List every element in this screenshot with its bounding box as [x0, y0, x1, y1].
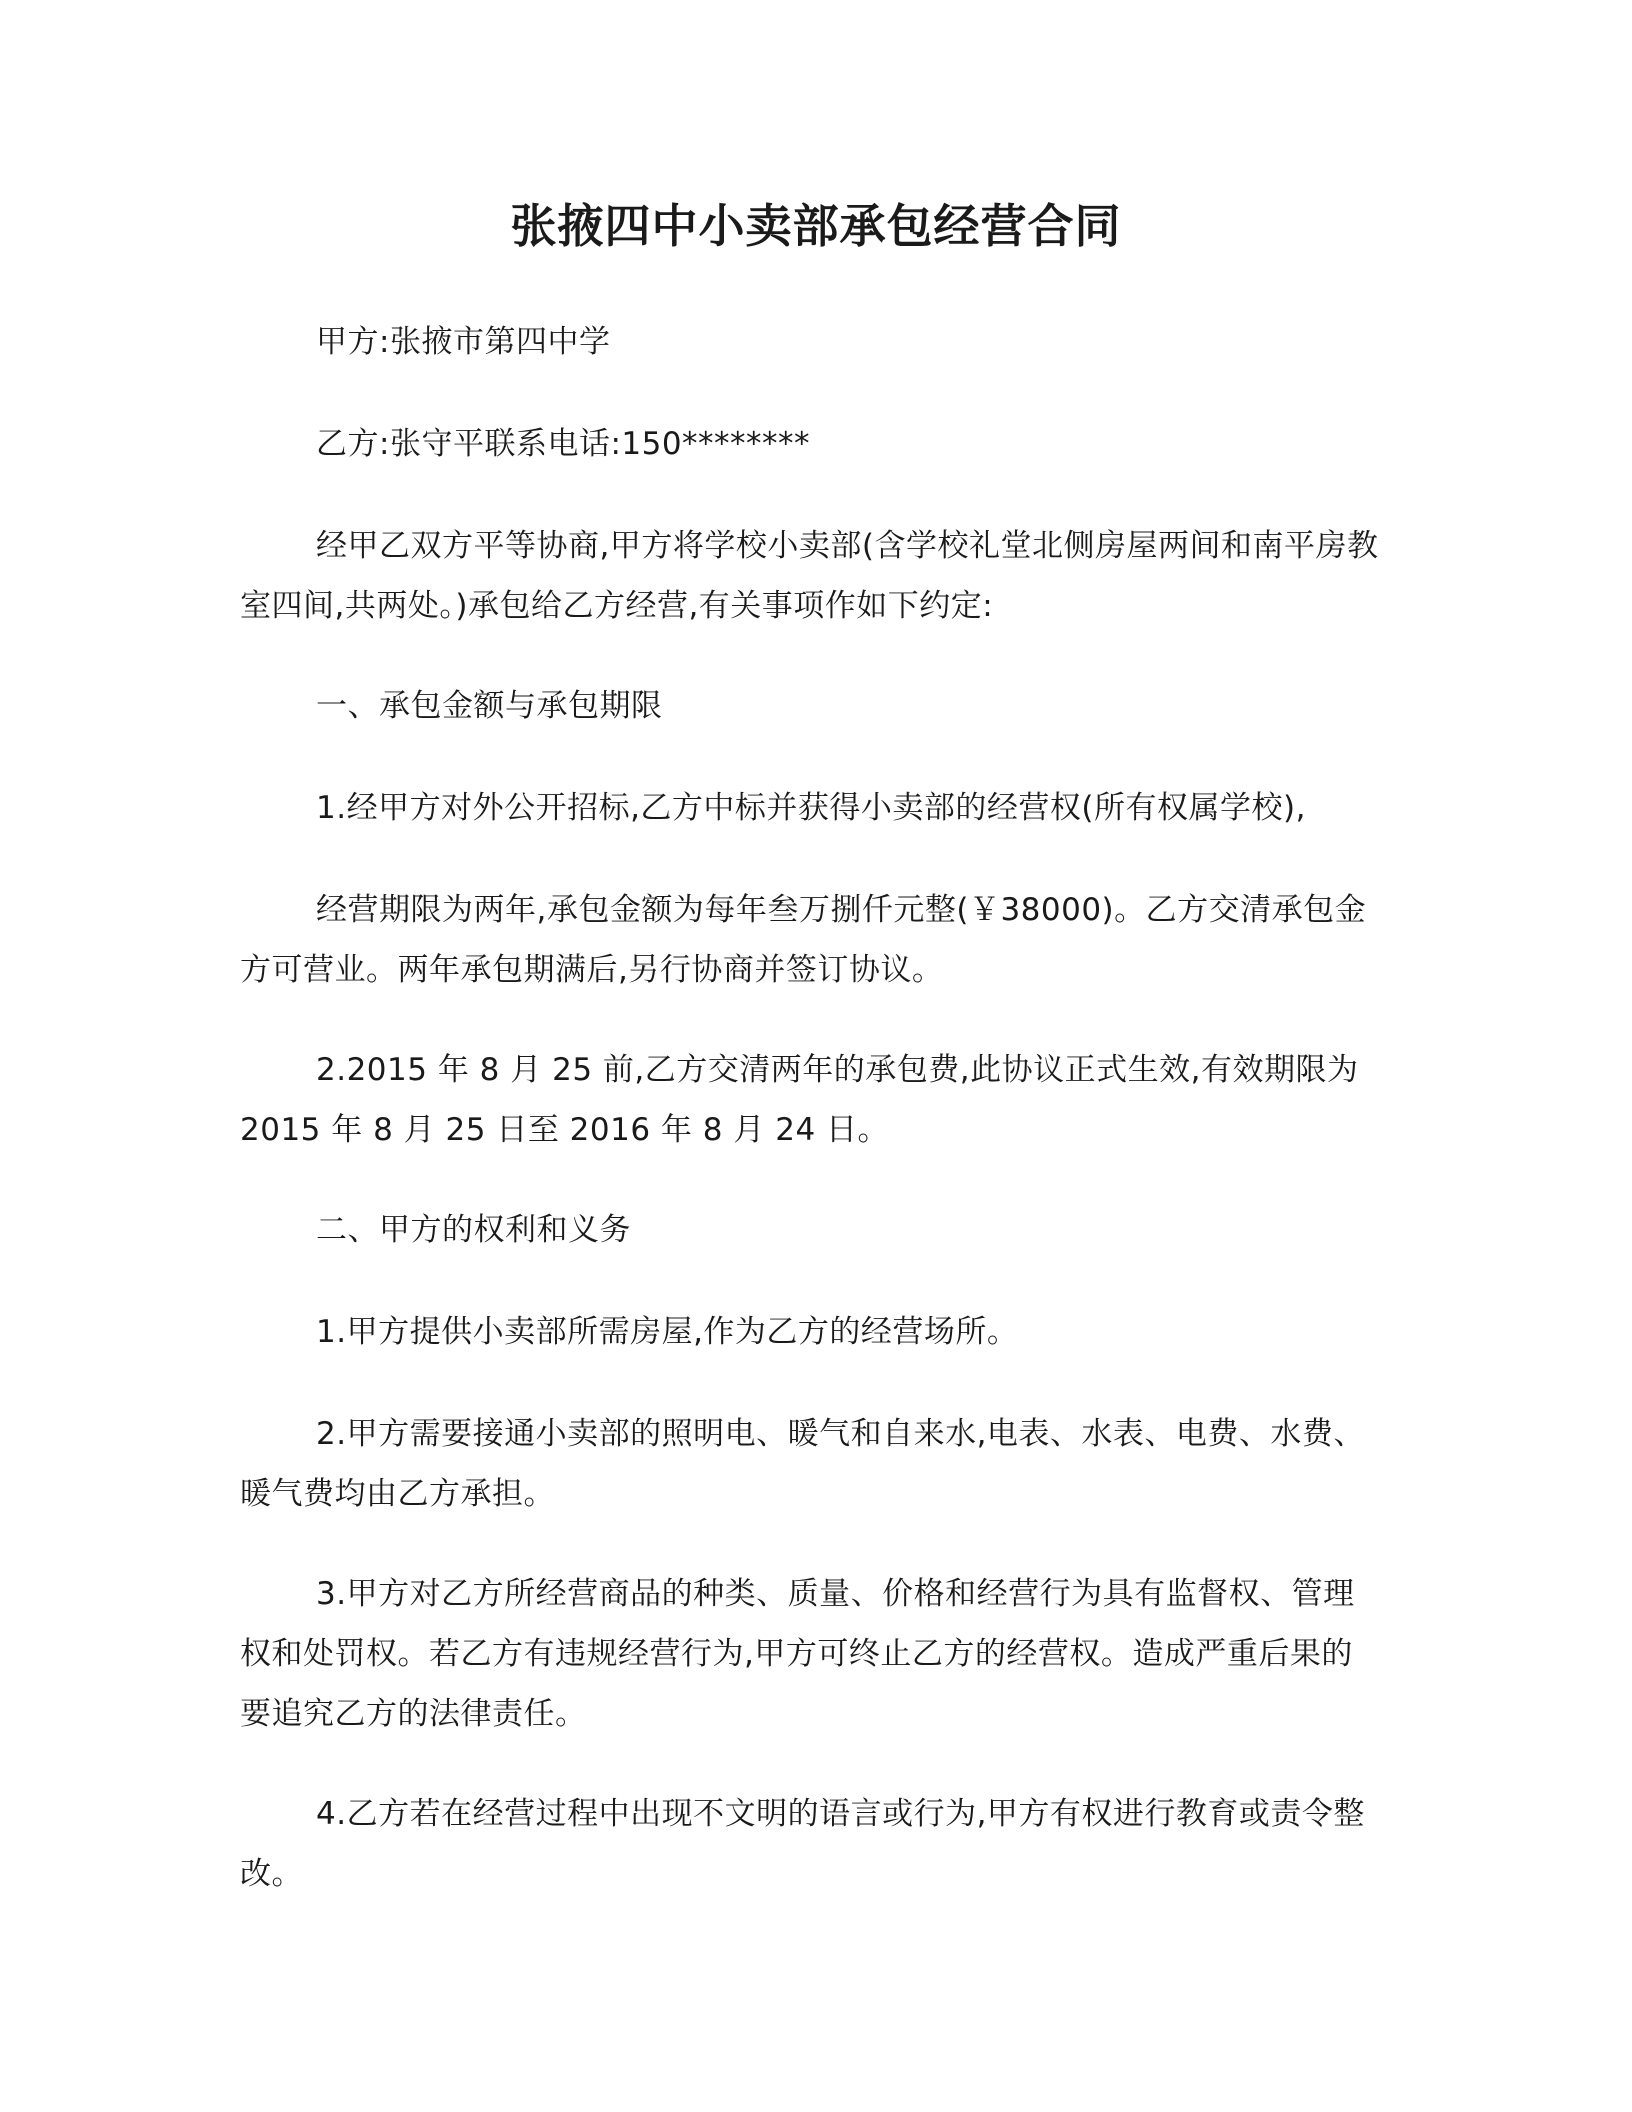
- clause-2-1: 1.甲方提供小卖部所需房屋,作为乙方的经营场所。: [316, 1314, 1019, 1350]
- clause-2-3: 3.甲方对乙方所经营商品的种类、质量、价格和经营行为具有监督权、管理权和处罚权。若乙方有违规经营行为,甲方可终止乙方的经营权。造成严重后果的要追究乙方的法律责任。: [240, 1576, 1355, 1732]
- section-heading-2: 二、甲方的权利和义务: [316, 1212, 631, 1248]
- clause-1-1-continued: 经营期限为两年,承包金额为每年叁万捌仟元整(￥38000)。乙方交清承包金方可营业。两年承包期满后,另行协商并签订协议。: [240, 892, 1367, 988]
- section-heading-1: 一、承包金额与承包期限: [316, 688, 663, 724]
- clause-2-2: 2.甲方需要接通小卖部的照明电、暖气和自来水,电表、水表、电费、水费、暖气费均由乙方承担。: [240, 1416, 1365, 1512]
- document-title: 张掖四中小卖部承包经营合同: [510, 199, 1122, 253]
- preamble-paragraph: 经甲乙双方平等协商,甲方将学校小卖部(含学校礼堂北侧房屋两间和南平房教室四间,共两处。)承包给乙方经营,有关事项作如下约定:: [240, 528, 1379, 624]
- party-a-line: 甲方:张掖市第四中学: [316, 324, 611, 360]
- clause-1-2: 2.2015 年 8 月 25 前,乙方交清两年的承包费,此协议正式生效,有效期限为 2015 年 8 月 25 日至 2016 年 8 月 24 日。: [240, 1052, 1359, 1148]
- clause-1-1: 1.经甲方对外公开招标,乙方中标并获得小卖部的经营权(所有权属学校),: [316, 790, 1306, 826]
- clause-2-4: 4.乙方若在经营过程中出现不文明的语言或行为,甲方有权进行教育或责令整改。: [240, 1796, 1365, 1892]
- party-b-line: 乙方:张守平联系电话:150********: [316, 426, 811, 462]
